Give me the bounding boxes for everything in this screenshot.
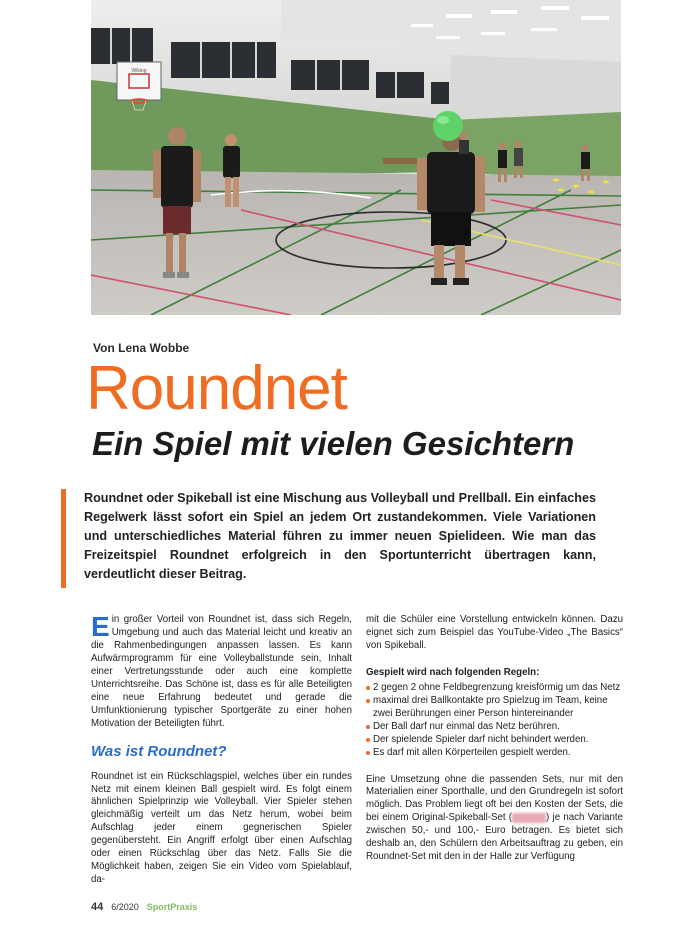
rules-heading: Gespielt wird nach folgenden Regeln: — [366, 666, 540, 678]
lead-paragraph: Roundnet oder Spikeball ist eine Mischung aus Volleyball und Prellball. Ein einfaches Regelwerk lässt sofort ein Spiel an jedem Ort zustandekommen. Viele Variationen und unterschiedliches Material führen zu immer neuen Spielideen. Wie man das Freizeitspiel Roundnet erfolgreich in den Sportunterricht übertragen kann, verdeutlicht dieser Beitrag. — [84, 491, 596, 581]
page-footer — [91, 901, 197, 913]
implementation-text-a: Eine Umsetzung ohne die passenden Sets, nur mit den Materialien einer Sporthalle, und den Grundregeln ist sofort möglich. Das Problem liegt oft bei den Kosten der Sets, die bei einem Original-Spikeball-Set ( — [366, 773, 623, 824]
intro-paragraph — [91, 611, 352, 731]
section-heading: Was ist Roundnet? — [91, 742, 227, 760]
continuation-paragraph: mit die Schüler eine Vorstellung entwickeln können. Dazu eignet sich zum Beispiel das YouTube-Video „The Basics“ von Spikeball. — [366, 614, 623, 651]
right-column — [366, 614, 623, 864]
magazine-name: SportPraxis — [146, 902, 198, 912]
implementation-text-b: ) je nach Variante zwischen 50,- und 100,- Euro betragen. Es bietet sich deshalb an, den Schülern den Arbeitsauftrag zu geben, ein Roundnet-Set mit den in der Halle zur Verfügung — [366, 812, 623, 863]
rules-list — [366, 682, 623, 760]
byline: Von Lena Wobbe — [93, 341, 190, 355]
intro-text: in großer Vorteil von Roundnet ist, dass sich Regeln, Umgebung und auch das Material leicht und kreativ an die Rahmenbedingungen anpassen lassen. Es kann Aufwärmprogramm für eine Volleyballstunde sein, Inhalt einer Vertretungsstunde oder auch eine komplette Unterrichtsreihe. Das Schöne ist, dass es für alle Beteiligten eine neue Erfahrung bedeutet und gerade die Umfunktionierung typischer Sportgeräte zu einer hohen Motivation der Beteiligten führt. — [91, 614, 352, 729]
what-is-roundnet-paragraph: Roundnet ist ein Rückschlagspiel, welches über ein rundes Netz mit einem kleinen Ball gespielt wird. Es folgt einem ähnlichen Spielprinzip wie Volleyball. Vier Spieler stehen gleichmäßig verteilt um das Netz herum, wobei beim Aufschlag jeder einem gegnerischen Spieler gegenübersteht. Ein Angriff erfolgt über einen Aufschlag oder einen Rückschlag über das Netz. Falls Sie die Möglichkeit haben, zeigen Sie ein Video vom Spielablauf, da- — [91, 770, 352, 886]
list-item: Der spielende Spieler darf nicht behindert werden. — [366, 734, 623, 747]
gym-scene-illustration — [91, 0, 621, 315]
backboard-brand: Wiking — [131, 68, 147, 74]
redacted-price — [512, 813, 546, 823]
green-ball — [433, 111, 463, 141]
list-item: Der Ball darf nur einmal das Netz berühren. — [366, 721, 623, 734]
issue-number: 6/2020 — [111, 902, 139, 912]
article-subtitle: Ein Spiel mit vielen Gesichtern — [92, 425, 575, 462]
list-item: maximal drei Ballkontakte pro Spielzug im Team, keine zwei Berührungen einer Person hintereinander — [366, 695, 623, 721]
lead-accent-bar — [61, 489, 66, 588]
page-number: 44 — [91, 901, 104, 913]
drop-cap: E — [91, 611, 110, 642]
left-column — [91, 611, 352, 887]
implementation-paragraph — [366, 774, 623, 865]
list-item: 2 gegen 2 ohne Feldbegrenzung kreisförmig um das Netz — [366, 682, 623, 695]
article-title: Roundnet — [86, 354, 347, 423]
hero-photo — [91, 0, 621, 315]
list-item: Es darf mit allen Körperteilen gespielt werden. — [366, 747, 623, 760]
